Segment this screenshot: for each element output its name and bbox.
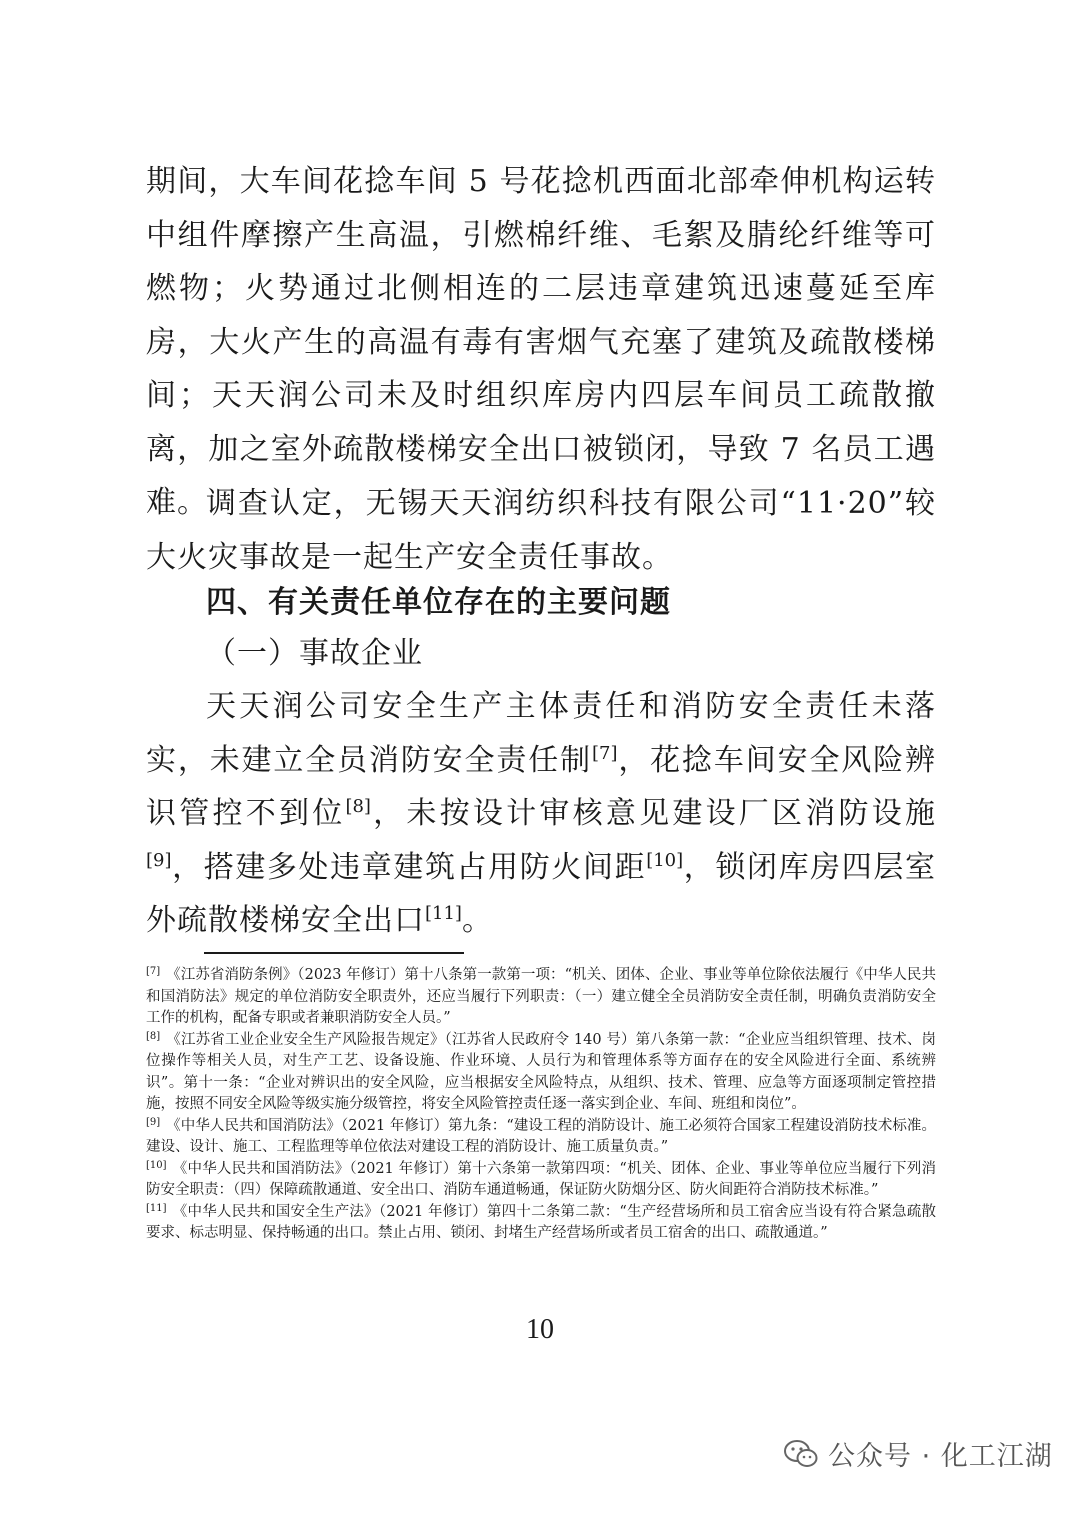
footnote-9 — [146, 1116, 936, 1159]
section-heading-four: 四、有关责任单位存在的主要问题 — [206, 585, 671, 620]
watermark — [784, 1434, 1053, 1473]
watermark-text: 公众号 · 化工江湖 — [828, 1441, 1053, 1472]
footnote-8 — [146, 1030, 936, 1116]
footnote-text: 《江苏省消防条例》（2023 年修订）第十八条第一款第一项：“机关、团体、企业、事业等单位除依法履行《中华人民共和国消防法》规定的单位消防安全职责外，还应当履行下列职责：（一）建立健全全员消防安全责任制，明确负责消防安全工作的机构，配备专职或者兼职消防安全人员。” — [146, 967, 936, 1026]
sentence-part: 天天润公司安全生产主体责任和消防安全责任未落实，未建立全员消防安全责任制 — [146, 689, 936, 778]
sentence-part: ，锁闭库房四层室外疏散楼梯安全出口 — [146, 849, 937, 938]
sentence-part: 。 — [461, 903, 493, 938]
footnote-text: 《中华人民共和国消防法》（2021 年修订）第九条：“建设工程的消防设计、施工必须符合国家工程建设消防技术标准。建设、设计、施工、工程监理等单位依法对建设工程的消防设计、施工质量负责。” — [146, 1117, 936, 1155]
footnote-text: 《中华人民共和国消防法》（2021 年修订）第十六条第一款第四项：“机关、团体、企业、事业等单位应当履行下列消防安全职责：（四）保障疏散通道、安全出口、消防车通道畅通，保证防火防烟分区、防火间距符合消防技术标准。” — [146, 1160, 936, 1198]
footnote-mark: [10] — [146, 1159, 167, 1171]
footnote-mark: [7] — [146, 966, 161, 977]
footnote-ref-9: [9] — [146, 849, 172, 871]
footnote-mark: [9] — [146, 1116, 161, 1128]
footnote-mark: [8] — [146, 1030, 161, 1042]
footnote-10 — [146, 1159, 936, 1202]
sentence-part: ，搭建多处违章建筑占用防火间距 — [171, 849, 647, 885]
subsection-heading-accident-company: （一）事故企业 — [206, 636, 423, 671]
footnote-ref-10: [10] — [646, 849, 684, 871]
footnote-ref-8: [8] — [345, 796, 371, 817]
footnote-11 — [146, 1202, 936, 1245]
footnote-ref-7: [7] — [591, 742, 618, 764]
footnote-ref-11: [11] — [425, 903, 462, 924]
footnote-7 — [146, 965, 936, 1030]
footnote-text: 《中华人民共和国安全生产法》（2021 年修订）第四十二条第二款：“生产经营场所和员工宿舍应当设有符合紧急疏散要求、标志明显、保持畅通的出口。禁止占用、锁闭、封堵生产经营场所或者员工宿舍的出口、疏散通道。” — [146, 1203, 936, 1241]
paragraph-investigation-conclusion: 调查认定，无锡天天润纺织科技有限公司“11·20”较大火灾事故是一起生产安全责任事故。 — [146, 486, 936, 575]
footnote-mark: [11] — [146, 1202, 167, 1214]
paragraph-company-problems — [146, 680, 936, 948]
footnotes — [146, 965, 936, 1245]
wechat-icon — [784, 1439, 818, 1469]
footnote-separator — [204, 952, 464, 954]
paragraph-accident-cause: 期间，大车间花捻车间 5 号花捻机西面北部牵伸机构运转中组件摩擦产生高温，引燃棉纤维、毛絮及腈纶纤维等可燃物；火势通过北侧相连的二层违章建筑迅速蔓延至库房，大火产生的高温有毒有害烟气充塞了建筑及疏散楼梯间；天天润公司未及时组织库房内四层车间员工疏散撤离，加之室外疏散楼梯安全出口被锁闭，导致 7 名员工遇难。 — [146, 164, 936, 520]
sentence-part: ，花捻车间安全风险辨识管控不到位 — [146, 742, 937, 831]
sentence-part: ，未按设计审核意见建设厂区消防设施 — [370, 796, 937, 831]
page-number: 10 — [526, 1314, 554, 1345]
footnote-text: 《江苏省工业企业安全生产风险报告规定》（江苏省人民政府令 140 号）第八条第一款：“企业应当组织管理、技术、岗位操作等相关人员，对生产工艺、设备设施、作业环境、人员行为和管理体系等方面存在的安全风险进行全面、系统辨识”。第十一条：“企业对辨识出的安全风险，应当根据安全风险特点，从组织、技术、管理、应急等方面逐项制定管控措施，按照不同安全风险等级实施分级管控，将安全风险管控责任逐一落实到企业、车间、班组和岗位”。 — [146, 1031, 936, 1112]
